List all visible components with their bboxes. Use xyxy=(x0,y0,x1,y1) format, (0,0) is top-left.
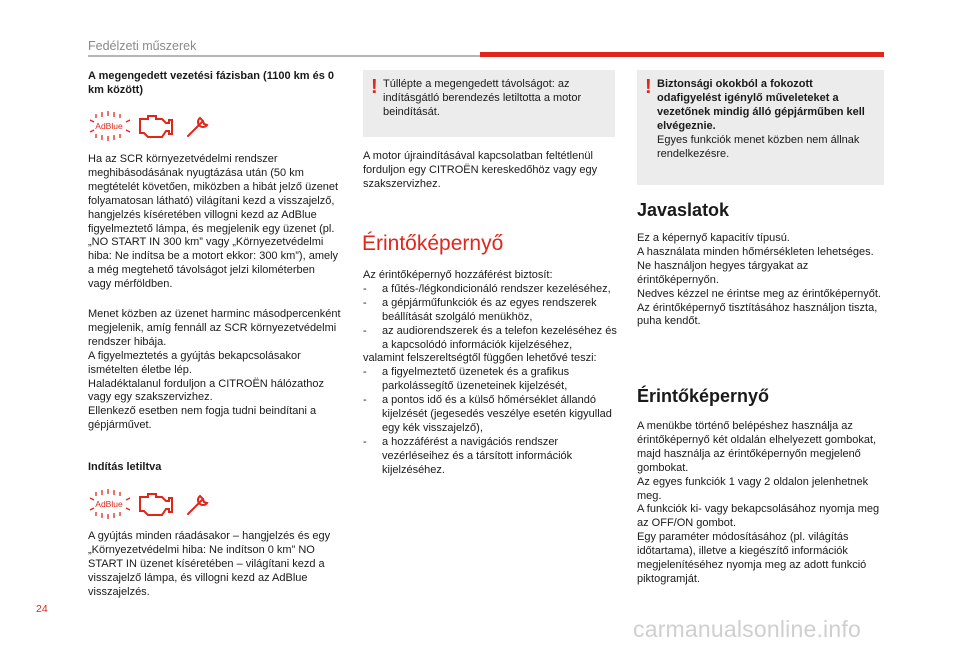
engine-icon xyxy=(140,494,172,515)
list-item: - a fűtés-/légkondicionáló rendszer kezeléséhez, xyxy=(363,283,619,297)
svg-text:AdBlue: AdBlue xyxy=(95,121,123,131)
paragraph-touchscreen-usage: A menükbe történő belépéshez használja az érintőképernyő két oldalán elhelyezett gombokat, majd használja az érintőképernyőn megjelenő gombokat. Az egyes funkciók 1 vagy 2 oldalon jelenhetnek meg. A funkciók ki- vagy bekapcsolásához nyomja meg az OFF/ON gombot. Egy paraméter módosításához (pl. világítás időtartama), illetve a kiegészítő információk megjelenítéséhez nyomja meg az adott funkció piktogramját. xyxy=(637,420,880,585)
column-middle xyxy=(363,150,615,192)
column-right-body xyxy=(637,232,887,329)
paragraph-scr-repeat: Menet közben az üzenet harminc másodpercenként megjelenik, amíg fennáll az SCR környezetvédelmi rendszer hibája. A figyelmeztetés a gyújtás bekapcsolásakor ismételten életbe lép. Haladéktalanul forduljon a CITROËN hálózathoz vagy egy szakszervizhez. Ellenkező esetben nem fogja tudni beindítani a gépjárművet. xyxy=(88,308,341,432)
paragraph-intro: Az érintőképernyő hozzáférést biztosít: xyxy=(363,269,553,281)
column-left-heading-2 xyxy=(88,461,340,475)
heading-recommendations: Javaslatok xyxy=(637,200,730,220)
warning-icons-row-2 xyxy=(88,486,220,522)
column-left-body-3 xyxy=(88,530,344,600)
exclamation-icon: ! xyxy=(371,76,378,98)
wrench-icon xyxy=(188,496,207,514)
list-item: - a gépjárműfunkciók és az egyes rendszerek beállítását szolgáló menükhöz, xyxy=(363,297,619,325)
header-accent-bar xyxy=(480,52,884,57)
list-item: - a figyelmeztető üzenetek és a grafikus parkolássegítő üzeneteinek kijelzését, xyxy=(363,366,619,394)
column-left-body-2 xyxy=(88,308,342,433)
warning-icons-row-1 xyxy=(88,108,220,144)
alert-text xyxy=(657,78,879,161)
paragraph-ignition: A gyújtás minden ráadásakor – hangjelzés és egy „Környezetvédelmi hiba: Ne indítson 0 km” NO START IN üzenet kíséretében – világítani kezd a visszajelző lámpa, és villogni kezd az AdBlue visszajelzés. xyxy=(88,530,331,598)
alert-text: Túllépte a megengedett távolságot: az indításgátló berendezés letiltotta a motor beindítását. xyxy=(383,78,582,118)
header-divider xyxy=(88,55,480,57)
watermark: carmanualsonline.info xyxy=(633,616,861,642)
list-item: - az audiorendszerek és a telefon kezeléséhez és a kapcsolódó információk kijelzéséhez, xyxy=(363,325,619,353)
section-title: Fedélzeti műszerek xyxy=(88,39,197,53)
svg-text:AdBlue: AdBlue xyxy=(95,499,123,509)
heading-start-blocked: Indítás letiltva xyxy=(88,461,162,473)
paragraph-restart: A motor újraindításával kapcsolatban feltétlenül forduljon egy CITROËN kereskedőhöz vagy egy szakszervizhez. xyxy=(363,150,598,190)
heading-permitted-phase: A megengedett vezetési fázisban (1100 km és 0 km között) xyxy=(88,70,334,96)
list-item: - a pontos idő és a külső hőmérséklet állandó kijelzését (jegesedés veszélye esetén kigyullad egy kék visszajelző), xyxy=(363,394,619,436)
column-left-body xyxy=(88,153,340,292)
alert-box-safety xyxy=(637,70,884,185)
heading-touchscreen-red: Érintőképernyő xyxy=(362,232,504,255)
wrench-icon xyxy=(188,118,207,136)
heading-touchscreen: Érintőképernyő xyxy=(637,386,770,406)
feature-list-1 xyxy=(363,283,619,353)
adblue-icon xyxy=(90,111,130,141)
column-right-body-2 xyxy=(637,420,889,587)
alert-bold-text: Biztonsági okokból a fokozott odafigyelést igénylő műveleteket a vezetőnek mindig álló gépjárműben kell elvégeznie. xyxy=(657,78,865,132)
feature-list-2 xyxy=(363,366,619,477)
alert-box-distance xyxy=(363,70,615,137)
column-left xyxy=(88,70,340,98)
page-number: 24 xyxy=(36,603,48,615)
paragraph-recommendations: Ez a képernyő kapacitív típusú. A használata minden hőmérsékleten lehetséges. Ne használjon hegyes tárgyakat az érintőképernyőn. Nedves kézzel ne érintse meg az érintőképernyőt. Az érintőképernyő tisztításához használjon tiszta, puha kendőt. xyxy=(637,232,881,328)
exclamation-icon: ! xyxy=(645,76,652,98)
column-middle-body xyxy=(363,269,619,478)
list-item: - a hozzáférést a navigációs rendszer vezérléseihez és a társított információk kijelzéséhez. xyxy=(363,436,619,478)
alert-normal-text: Egyes funkciók menet közben nem állnak rendelkezésre. xyxy=(657,133,860,160)
adblue-icon xyxy=(90,489,130,519)
paragraph-scr-warning: Ha az SCR környezetvédelmi rendszer meghibásodásának nyugtázása után (50 km megtételét követően, miközben a hibát jelző üzenet folyamatosan látható) világítani kezd a visszajelző, hangjelzés kíséretében villogni kezd az AdBlue figyelmeztető lámpa, és megjelenik egy üzenet (pl. „NO START IN 300 km” vagy „Környezetvédelmi hiba: Ne indítsa be a motort ekkor: 300 km”), amely a még megtehető távolságot jelzi kilométerben vagy mérföldben. xyxy=(88,153,339,291)
paragraph-optional: valamint felszereltségtől függően lehetővé teszi: xyxy=(363,352,597,365)
engine-icon xyxy=(140,116,172,137)
